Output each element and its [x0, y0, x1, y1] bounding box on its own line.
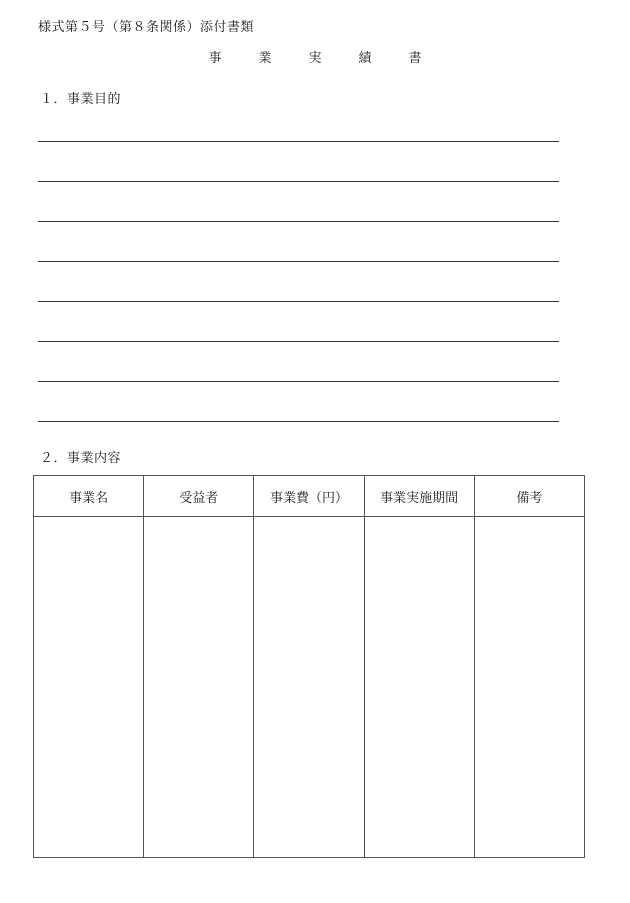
table-header-row [34, 476, 585, 517]
writing-line [38, 382, 559, 422]
cell-project-name [34, 517, 144, 858]
document-title: 事 業 実 績 書 [208, 51, 434, 66]
column-header-project-name: 事業名 [34, 476, 144, 517]
column-header-project-cost: 事業費（円） [254, 476, 364, 517]
cell-remarks [474, 517, 584, 858]
column-header-beneficiary: 受益者 [144, 476, 254, 517]
form-number-label: 様式第５号（第８条関係）添付書類 [38, 20, 255, 35]
table-row [34, 517, 585, 858]
writing-line [38, 342, 559, 382]
writing-line [38, 262, 559, 302]
cell-implementation-period [364, 517, 474, 858]
cell-project-cost [254, 517, 364, 858]
writing-line [38, 302, 559, 342]
writing-line [38, 182, 559, 222]
section-heading-content: ２．事業内容 [40, 451, 122, 466]
writing-line [38, 222, 559, 262]
project-content-table [33, 475, 585, 858]
writing-line [38, 102, 559, 142]
section-heading-purpose: １．事業目的 [40, 92, 122, 107]
purpose-writing-area [38, 102, 559, 422]
cell-beneficiary [144, 517, 254, 858]
column-header-remarks: 備考 [474, 476, 584, 517]
writing-line [38, 142, 559, 182]
column-header-implementation-period: 事業実施期間 [364, 476, 474, 517]
